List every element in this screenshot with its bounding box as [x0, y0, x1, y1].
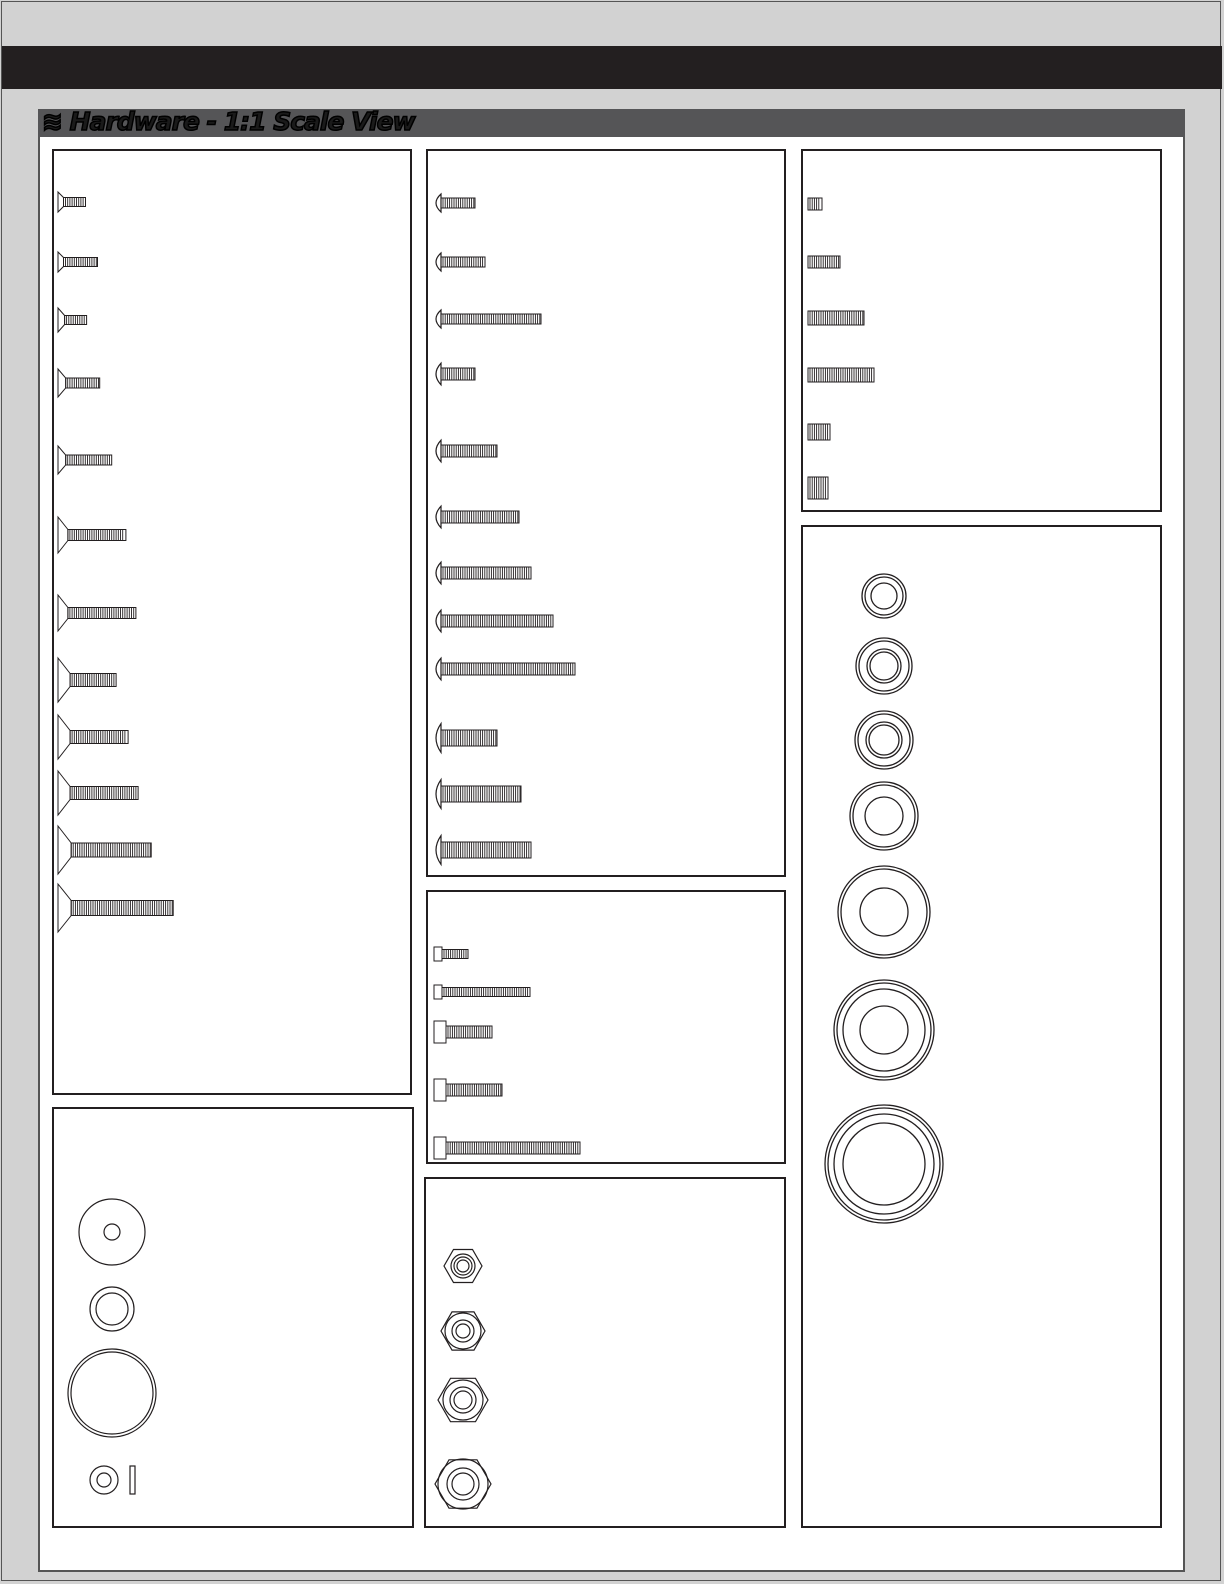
- set-screw: [808, 256, 840, 268]
- cap-head-screw: [434, 947, 468, 961]
- section-title: ≋ Hardware - 1:1 Scale View: [42, 107, 415, 136]
- lock-nut: [441, 1312, 485, 1350]
- button-head-screw: [436, 724, 497, 753]
- washer: [68, 1349, 156, 1437]
- cap-head-screw: [434, 1021, 492, 1043]
- button-head-screw: [436, 440, 497, 462]
- flat-head-screw: [58, 252, 98, 272]
- bearing: [834, 980, 934, 1080]
- flat-head-screw: [58, 826, 151, 874]
- button-head-screw: [436, 658, 575, 680]
- flat-head-screw: [58, 884, 173, 932]
- set-screw: [808, 311, 864, 325]
- flat-head-screw: [58, 192, 86, 212]
- lock-nut: [438, 1378, 488, 1421]
- bearing: [862, 574, 906, 618]
- set-screw: [808, 477, 828, 499]
- button-head-screw: [436, 780, 521, 809]
- button-head-screw: [436, 562, 531, 584]
- button-head-screw: [436, 310, 541, 328]
- lock-nut: [435, 1459, 491, 1509]
- bearing: [825, 1105, 943, 1223]
- button-head-screw: [436, 363, 475, 385]
- cap-head-screw: [434, 1137, 580, 1159]
- set-screw: [808, 368, 874, 382]
- bearing: [856, 638, 912, 694]
- flat-head-screw: [58, 446, 112, 474]
- flat-head-screw: [58, 771, 138, 815]
- flat-head-screw: [58, 517, 126, 553]
- lock-nut: [444, 1250, 482, 1283]
- set-screw: [808, 424, 830, 440]
- button-head-screw: [436, 253, 485, 271]
- cap-head-screw: [434, 1079, 502, 1101]
- flat-head-screw: [58, 308, 87, 332]
- flat-head-screw: [58, 715, 128, 759]
- bearing: [855, 711, 913, 769]
- flat-head-screw: [58, 658, 116, 702]
- washer: [79, 1199, 145, 1265]
- button-head-screw: [436, 836, 531, 865]
- set-screw: [808, 198, 822, 210]
- button-head-screw: [436, 610, 553, 632]
- flat-head-screw: [58, 369, 100, 397]
- bearing: [838, 866, 930, 958]
- washer: [90, 1287, 134, 1331]
- bearing: [850, 782, 918, 850]
- button-head-screw: [436, 194, 475, 212]
- shim-washer: [90, 1466, 135, 1494]
- button-head-screw: [436, 506, 519, 528]
- cap-head-screw: [434, 985, 530, 999]
- flat-head-screw: [58, 595, 136, 631]
